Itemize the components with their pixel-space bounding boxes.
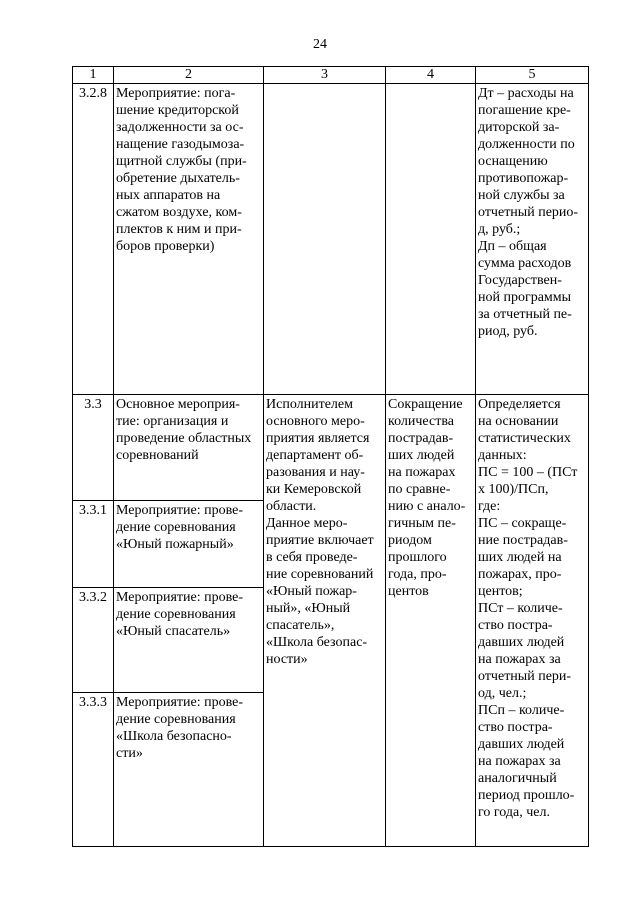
header-cell-3: 3 xyxy=(264,67,386,84)
event-description: Мероприятие: прове- дение соревнования «Юный спасатель» xyxy=(114,588,264,693)
calculation-method: Определяется на основании статистических данных: ПС = 100 – (ПСт х 100)/ПСп, где: ПС – сокраще- ние пострадав- ших людей на пожарах, про- центов; ПСт – количе- ство постра- давших людей на пожарах за отчетный пери- од, чел.; ПСп – количе- ство постра- давших людей на пожарах за аналогичный период прошло- го года, чел. xyxy=(476,395,589,847)
table-row xyxy=(73,84,589,395)
row-number: 3.3 xyxy=(73,395,114,501)
program-table xyxy=(72,66,589,847)
event-description: Мероприятие: пога- шение кредиторской задолженности за ос- нащение газодымоза- щитной службы (при- обретение дыхатель- ных аппаратов на сжатом воздухе, ком- плектов к ним и при- боров проверки) xyxy=(114,84,264,395)
row-number: 3.3.1 xyxy=(73,501,114,588)
table-row xyxy=(73,395,589,501)
row-number: 3.3.3 xyxy=(73,693,114,847)
header-cell-5: 5 xyxy=(476,67,589,84)
header-cell-4: 4 xyxy=(386,67,476,84)
executor-cell xyxy=(264,84,386,395)
header-row xyxy=(73,67,589,84)
executor-cell: Исполнителем основного меро- приятия является департамент об- разования и нау- ки Кемеровской области. Данное меро- приятие включает в себя проведе- ние соревнований «Юный пожар- ный», «Юный спасатель», «Школа безопас- ности» xyxy=(264,395,386,847)
indicator-cell: Сокращение количества пострадав- ших людей на пожарах по сравне- нию с анало- гичным пе- риодом прошлого года, про- центов xyxy=(386,395,476,847)
event-description: Основное мероприя- тие: организация и проведение областных соревнований xyxy=(114,395,264,501)
header-cell-1: 1 xyxy=(73,67,114,84)
event-description: Мероприятие: прове- дение соревнования «Юный пожарный» xyxy=(114,501,264,588)
page-number: 24 xyxy=(313,37,327,52)
row-number: 3.3.2 xyxy=(73,588,114,693)
calculation-method: Дт – расходы на погашение кре- диторской за- долженности по оснащению противопожар- ной службы за отчетный перио- д, руб.; Дп – общая сумма расходов Государствен- ной программы за отчетный пе- риод, руб. xyxy=(476,84,589,395)
indicator-cell xyxy=(386,84,476,395)
event-description: Мероприятие: прове- дение соревнования «Школа безопасно- сти» xyxy=(114,693,264,847)
header-cell-2: 2 xyxy=(114,67,264,84)
row-number: 3.2.8 xyxy=(73,84,114,395)
